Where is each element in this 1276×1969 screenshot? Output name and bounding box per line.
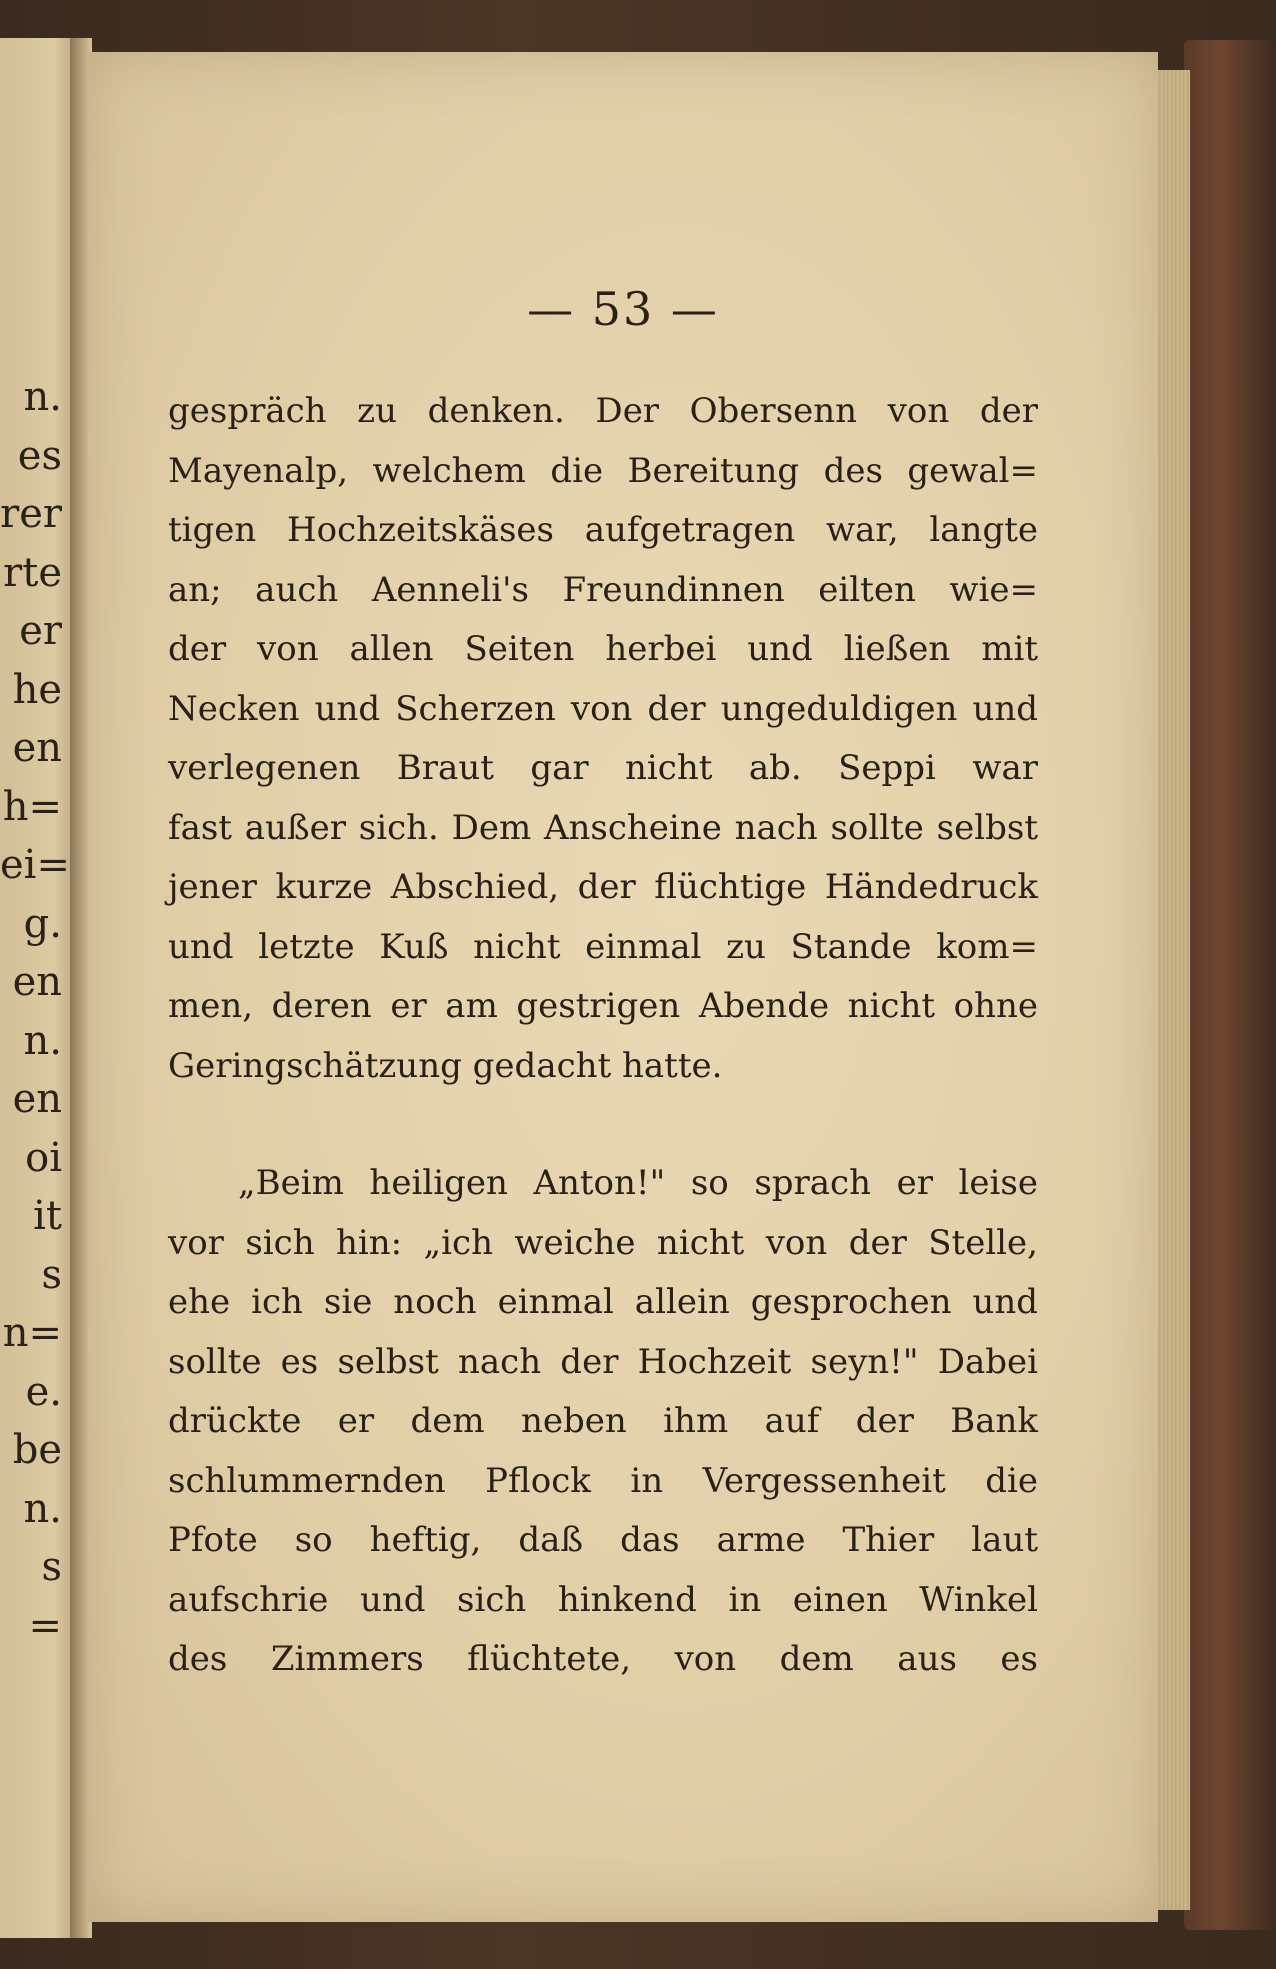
left-page-fragment: he	[12, 666, 62, 713]
text-line: der von allen Seiten herbei und ließen mit	[168, 629, 1038, 669]
left-page-fragment: en	[12, 1076, 62, 1122]
left-page-fragment: e.	[25, 1368, 62, 1415]
left-page-fragment: s	[41, 1251, 62, 1298]
text-line: schlummernden Pflock in Vergessenheit die	[168, 1460, 1038, 1501]
left-page-fragment: it	[33, 1193, 62, 1239]
left-page-fragment: n.	[23, 1485, 62, 1532]
text-line: vor sich hin: „ich weiche nicht von der Stelle,	[168, 1222, 1038, 1263]
text-line: „Beim heiligen Anton!" so sprach er leise	[238, 1163, 1038, 1203]
body-text	[168, 382, 1038, 1690]
text-line: verlegenen Braut gar nicht ab. Seppi war	[168, 748, 1038, 788]
paragraph-1	[168, 382, 1038, 1096]
text-line: sollte es selbst nach der Hochzeit seyn!" Dabei	[168, 1341, 1038, 1382]
left-page-fragment: ei=	[0, 842, 70, 888]
text-line: Pfote so heftig, daß das arme Thier laut	[168, 1520, 1038, 1560]
left-page-fragment: es	[17, 432, 62, 479]
left-page-fragment: be	[12, 1427, 62, 1473]
text-line: drückte er dem neben ihm auf der Bank	[168, 1401, 1038, 1441]
text-line: ehe ich sie noch einmal allein gesprochen und	[168, 1282, 1038, 1322]
left-page-fragment: oi	[25, 1134, 62, 1181]
left-page-fragment: n.	[23, 1017, 62, 1064]
left-page-fragment: h=	[2, 783, 62, 830]
text-line: jener kurze Abschied, der flüchtige Händedruck	[168, 867, 1038, 907]
text-line: und letzte Kuß nicht einmal zu Stande kom=	[168, 926, 1038, 967]
text-line: aufschrie und sich hinkend in einen Winkel	[168, 1579, 1038, 1620]
left-page-fragment: en	[12, 725, 62, 771]
left-page-fragment: rte	[3, 549, 62, 596]
text-line: gespräch zu denken. Der Obersenn von der	[168, 391, 1038, 431]
left-page-fragment: n=	[2, 1310, 62, 1356]
left-page-fragment: n.	[23, 374, 62, 420]
text-line: Necken und Scherzen von der ungeduldigen und	[168, 688, 1038, 729]
paragraph-gap	[168, 1096, 1038, 1154]
text-line: des Zimmers flüchtete, von dem aus es	[168, 1639, 1038, 1679]
left-page	[0, 38, 78, 1938]
left-page-fragment: en	[12, 959, 62, 1005]
left-page-fragment: =	[28, 1602, 62, 1649]
left-page-fragment: er	[19, 608, 62, 654]
text-line: men, deren er am gestrigen Abende nicht ohne	[168, 986, 1038, 1026]
paragraph-2	[168, 1154, 1038, 1690]
text-line: Mayenalp, welchem die Bereitung des gewal=	[168, 450, 1038, 491]
left-page-fragment: s	[41, 1544, 62, 1590]
page-number: — 53 —	[527, 282, 719, 336]
right-page	[88, 52, 1158, 1922]
left-page-fragment: rer	[0, 491, 62, 537]
book-cover-edge	[1184, 40, 1276, 1930]
left-page-fragment: g.	[23, 900, 62, 947]
text-line: an; auch Aenneli's Freundinnen eilten wie=	[168, 569, 1038, 610]
text-line: fast außer sich. Dem Anscheine nach sollte selbst	[168, 807, 1038, 848]
text-line: tigen Hochzeitskäses aufgetragen war, langte	[168, 510, 1038, 550]
left-page-text-fragments	[0, 368, 70, 1655]
text-line: Geringschätzung gedacht hatte.	[168, 1045, 723, 1086]
